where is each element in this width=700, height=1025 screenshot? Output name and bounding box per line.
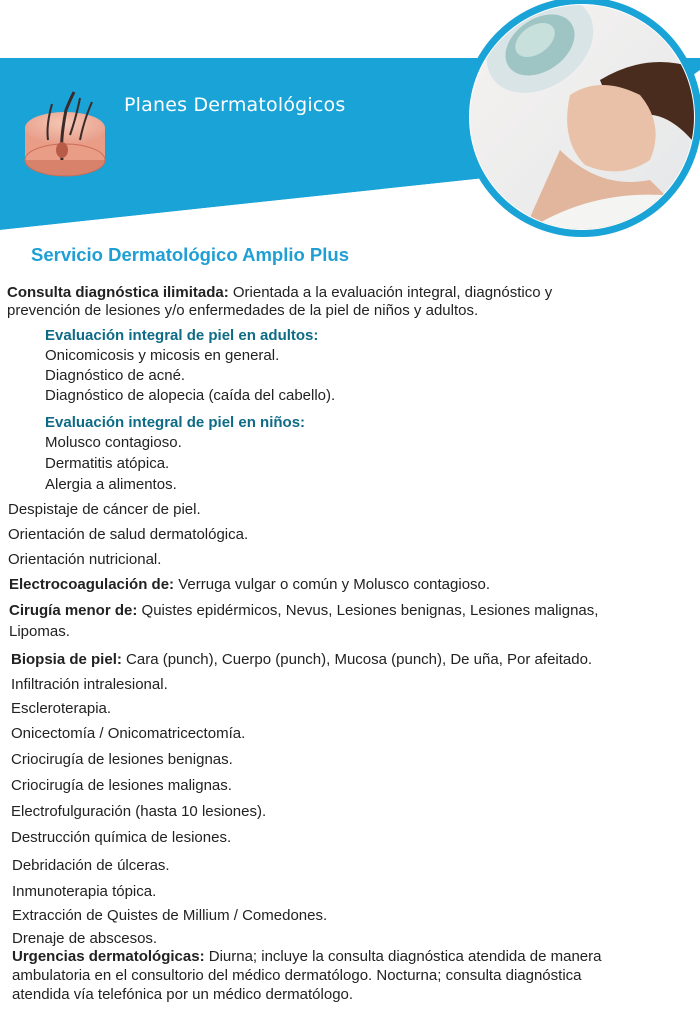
consulta-line-2: prevención de lesiones y/o enfermedades de la piel de niños y adultos. bbox=[7, 302, 479, 319]
service-item: Despistaje de cáncer de piel. bbox=[8, 501, 201, 518]
service-item: Inmunoterapia tópica. bbox=[12, 883, 157, 900]
consulta-line-1 bbox=[7, 284, 552, 302]
consulta-text-1: Orientada a la evaluación integral, diagnóstico y bbox=[228, 284, 553, 301]
page-title: Planes Dermatológicos bbox=[124, 94, 346, 116]
service-item: Escleroterapia. bbox=[11, 700, 112, 717]
adultos-item: Diagnóstico de alopecia (caída del cabello). bbox=[45, 387, 336, 404]
electro-text: Verruga vulgar o común y Molusco contagioso. bbox=[174, 576, 491, 593]
service-item: Onicectomía / Onicomatricectomía. bbox=[11, 725, 246, 742]
service-item: Orientación de salud dermatológica. bbox=[8, 526, 249, 543]
urgencias-line-2: ambulatoria en el consultorio del médico dermatólogo. Nocturna; consulta diagnóstica bbox=[12, 967, 582, 984]
ninos-item: Dermatitis atópica. bbox=[45, 455, 170, 472]
cirugia-line-2: Lipomas. bbox=[9, 623, 70, 640]
service-item: Drenaje de abscesos. bbox=[12, 930, 158, 947]
cirugia-text: Quistes epidérmicos, Nevus, Lesiones benignas, Lesiones malignas, bbox=[137, 602, 599, 619]
electro-label: Electrocoagulación de: bbox=[9, 576, 175, 593]
ninos-heading: Evaluación integral de piel en niños: bbox=[45, 414, 306, 431]
service-item: Criocirugía de lesiones benignas. bbox=[11, 751, 233, 768]
adultos-item: Onicomicosis y micosis en general. bbox=[45, 347, 280, 364]
urgencias-text-1: Diurna; incluye la consulta diagnóstica atendida de manera bbox=[204, 948, 602, 965]
service-item: Debridación de úlceras. bbox=[12, 857, 170, 874]
biopsia-text: Cara (punch), Cuerpo (punch), Mucosa (punch), De uña, Por afeitado. bbox=[121, 651, 593, 668]
service-item: Orientación nutricional. bbox=[8, 551, 162, 568]
urgencias-line-3: atendida vía telefónica por un médico dermatólogo. bbox=[12, 986, 354, 1003]
urgencias-line-1 bbox=[12, 948, 601, 966]
service-title: Servicio Dermatológico Amplio Plus bbox=[31, 244, 349, 265]
service-item: Infiltración intralesional. bbox=[11, 676, 168, 693]
adultos-item: Diagnóstico de acné. bbox=[45, 367, 186, 384]
service-item: Destrucción química de lesiones. bbox=[11, 829, 232, 846]
adultos-heading: Evaluación integral de piel en adultos: bbox=[45, 327, 319, 344]
electro-line bbox=[9, 576, 490, 594]
banner-graphic bbox=[0, 0, 700, 265]
ninos-item: Molusco contagioso. bbox=[45, 434, 182, 451]
cirugia-line-1 bbox=[9, 602, 598, 620]
service-item: Electrofulguración (hasta 10 lesiones). bbox=[11, 803, 267, 820]
urgencias-label: Urgencias dermatológicas: bbox=[12, 948, 205, 965]
ninos-item: Alergia a alimentos. bbox=[45, 476, 177, 493]
service-item: Criocirugía de lesiones malignas. bbox=[11, 777, 232, 794]
biopsia-label: Biopsia de piel: bbox=[11, 651, 122, 668]
consulta-label: Consulta diagnóstica ilimitada: bbox=[7, 284, 229, 301]
service-item: Extracción de Quistes de Millium / Comedones. bbox=[12, 907, 328, 924]
cirugia-label: Cirugía menor de: bbox=[9, 602, 138, 619]
biopsia-line bbox=[11, 651, 592, 669]
header-banner bbox=[0, 0, 700, 265]
